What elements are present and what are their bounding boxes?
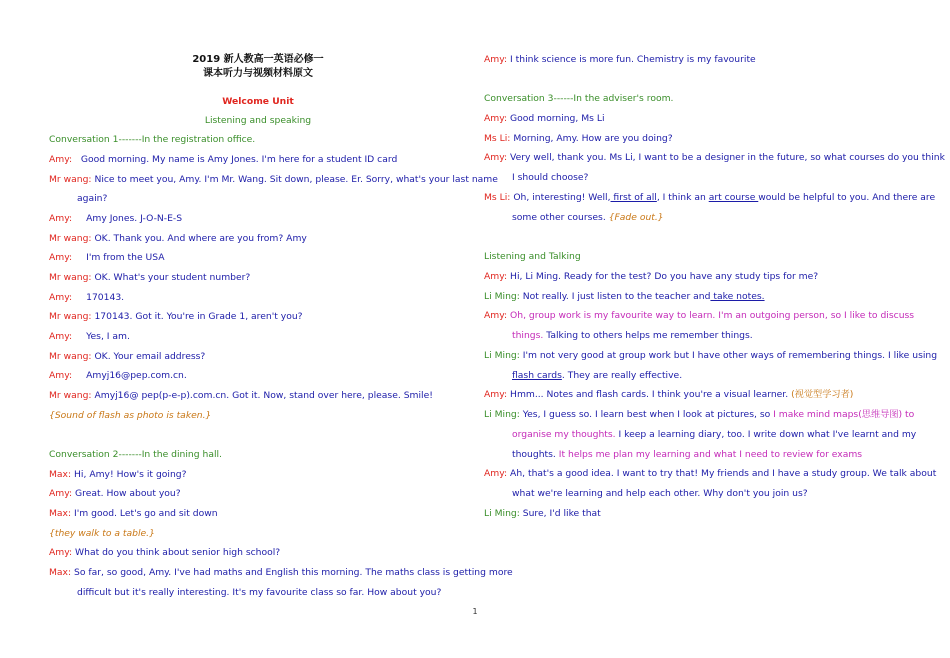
- utterance: OK. Your email address?: [94, 351, 206, 362]
- conversation-3-title: Conversation 3------In the adviser's room.: [484, 93, 674, 104]
- utterance: So far, so good, Amy. I've had maths and English this morning. The maths class is getting more: [74, 567, 513, 578]
- utterance: Yes, I guess so. I learn best when I look at pictures, so: [522, 409, 774, 420]
- utterance: Very well, thank you. Ms Li, I want to be a designer in the future, so what courses do you think: [510, 152, 945, 163]
- speaker: Amy:: [484, 54, 508, 65]
- dialogue-line: [484, 133, 673, 145]
- dialogue-line: [49, 154, 397, 166]
- dialogue-line: [49, 174, 498, 186]
- utterance: Morning, Amy. How are you doing?: [513, 133, 673, 144]
- utterance: OK. Thank you. And where are you from? Amy: [94, 233, 307, 244]
- dialogue-line: [484, 113, 605, 125]
- dialogue-line: [484, 192, 935, 204]
- dialogue-line: [49, 469, 186, 481]
- conversation-2-title: Conversation 2-------In the dining hall.: [49, 449, 222, 460]
- utterance: 170143.: [86, 292, 125, 303]
- section-heading-listening-speaking: Listening and speaking: [204, 115, 312, 126]
- dialogue-continuation: [512, 330, 753, 342]
- speaker: Amy:: [49, 292, 73, 303]
- document-title-line1: 2019 新人教高一英语必修一: [192, 54, 324, 65]
- speaker: Max:: [49, 508, 72, 519]
- page-number: 1: [472, 607, 478, 616]
- dialogue-line: [484, 389, 853, 401]
- utterance: Hi, Amy! How's it going?: [74, 469, 187, 480]
- speaker: Amy:: [484, 152, 508, 163]
- dialogue-continuation: difficult but it's really interesting. It's my favourite class so far. How about you?: [77, 587, 442, 598]
- utterance: I'm from the USA: [86, 252, 165, 263]
- dialogue-line: [484, 350, 937, 362]
- stage-direction: {Sound of flash as photo is taken.}: [49, 410, 212, 421]
- dialogue-line: [49, 390, 433, 402]
- speaker: Mr wang:: [49, 272, 92, 283]
- highlighted-utterance: Oh, group work is my favourite way to learn. I'm an outgoing person, so I like to discuss: [510, 310, 915, 321]
- speaker: Amy:: [49, 488, 73, 499]
- utterance: would be helpful to you. And there are: [758, 192, 936, 203]
- dialogue-line: [484, 271, 818, 283]
- utterance: OK. What's your student number?: [94, 272, 251, 283]
- speaker: Li Ming:: [484, 409, 520, 420]
- dialogue-line: [49, 547, 280, 559]
- dialogue-continuation: [512, 449, 862, 461]
- dialogue-line: [484, 409, 914, 421]
- utterance: Amy Jones. J-O-N-E-S: [86, 213, 183, 224]
- speaker: Max:: [49, 567, 72, 578]
- dialogue-line: [484, 291, 765, 303]
- utterance: 170143. Got it. You're in Grade 1, aren't you?: [94, 311, 303, 322]
- dialogue-line: [484, 152, 945, 164]
- utterance: , I think an: [656, 192, 709, 203]
- highlighted-utterance: I make mind maps(: [773, 409, 862, 420]
- utterance: I keep a learning diary, too. I write down what I've learnt and my: [615, 429, 917, 440]
- dialogue-line: [484, 468, 936, 480]
- dialogue-line: [49, 488, 181, 500]
- dialogue-line: [49, 311, 303, 323]
- speaker: Ms Li:: [484, 192, 511, 203]
- speaker: Li Ming:: [484, 350, 520, 361]
- speaker: Amy:: [484, 468, 508, 479]
- underlined-phrase: first of all: [610, 192, 657, 203]
- dialogue-line: [49, 292, 124, 304]
- speaker: Amy:: [49, 252, 73, 263]
- document-title-line2: 课本听力与视频材料原文: [203, 68, 313, 79]
- dialogue-line: [49, 213, 182, 225]
- speaker: Amy:: [49, 213, 73, 224]
- dialogue-line: [49, 272, 250, 284]
- dialogue-line: [49, 351, 205, 363]
- dialogue-line: [49, 567, 513, 579]
- utterance: Sure, I'd like that: [522, 508, 601, 519]
- dialogue-line: [49, 370, 187, 382]
- utterance: Hmm... Notes and flash cards. I think you're a visual learner.: [510, 389, 789, 400]
- utterance: Oh, interesting! Well,: [513, 192, 611, 203]
- speaker: Ms Li:: [484, 133, 511, 144]
- utterance: Yes, I am.: [86, 331, 130, 342]
- speaker: Max:: [49, 469, 72, 480]
- utterance: Good morning. My name is Amy Jones. I'm here for a student ID card: [80, 154, 398, 165]
- speaker: Amy:: [484, 113, 508, 124]
- highlighted-utterance: ) to: [898, 409, 915, 420]
- dialogue-line: [49, 233, 307, 245]
- utterance: Good morning, Ms Li: [510, 113, 605, 124]
- underlined-phrase: art course: [708, 192, 759, 203]
- utterance: Not really. I just listen to the teacher and: [522, 291, 711, 302]
- dialogue-continuation: what we're learning and help each other. Why don't you join us?: [512, 488, 808, 499]
- dialogue-line: [484, 310, 914, 322]
- dialogue-line: [49, 508, 218, 520]
- utterance: Great. How about you?: [75, 488, 181, 499]
- utterance: Hi, Li Ming. Ready for the test? Do you have any study tips for me?: [510, 271, 819, 282]
- stage-direction: {they walk to a table.}: [49, 528, 155, 539]
- conversation-1-title: Conversation 1-------In the registration office.: [49, 134, 256, 145]
- speaker: Mr wang:: [49, 233, 92, 244]
- speaker: Amy:: [49, 154, 73, 165]
- speaker: Mr wang:: [49, 390, 92, 401]
- speaker: Li Ming:: [484, 508, 520, 519]
- utterance: some other courses.: [512, 212, 606, 223]
- utterance: Ah, that's a good idea. I want to try that! My friends and I have a study group. We talk about: [510, 468, 937, 479]
- chinese-gloss: 思维导图: [861, 409, 899, 420]
- dialogue-line: [484, 508, 601, 520]
- speaker: Mr wang:: [49, 174, 92, 185]
- highlighted-utterance: organise my thoughts.: [512, 429, 616, 440]
- speaker: Amy:: [49, 547, 73, 558]
- speaker: Li Ming:: [484, 291, 520, 302]
- underlined-phrase: take notes.: [710, 291, 765, 302]
- dialogue-continuation: again?: [77, 193, 108, 204]
- speaker: Amy:: [484, 389, 508, 400]
- utterance: Nice to meet you, Amy. I'm Mr. Wang. Sit down, please. Er. Sorry, what's your last name: [94, 174, 498, 185]
- unit-title: Welcome Unit: [222, 96, 294, 107]
- utterance: Amyj16@ pep(p-e-p).com.cn. Got it. Now, stand over here, please. Smile!: [94, 390, 433, 401]
- dialogue-continuation: I should choose?: [512, 172, 589, 183]
- utterance: thoughts.: [512, 449, 559, 460]
- dialogue-continuation: [512, 212, 664, 224]
- highlighted-utterance: It helps me plan my learning and what I need to review for exams: [558, 449, 863, 460]
- dialogue-line: [49, 331, 130, 343]
- utterance: I think science is more fun. Chemistry is my favourite: [510, 54, 756, 65]
- utterance: Talking to others helps me remember things.: [543, 330, 753, 341]
- highlighted-utterance: things.: [512, 330, 544, 341]
- utterance: . They are really effective.: [561, 370, 683, 381]
- utterance: I'm good. Let's go and sit down: [74, 508, 218, 519]
- dialogue-continuation: [512, 370, 682, 382]
- utterance: I'm not very good at group work but I have other ways of remembering things. I like using: [522, 350, 938, 361]
- chinese-gloss: (视觉型学习者): [791, 389, 854, 400]
- speaker: Amy:: [484, 271, 508, 282]
- dialogue-continuation: [512, 429, 916, 441]
- speaker: Mr wang:: [49, 351, 92, 362]
- utterance: What do you think about senior high school?: [75, 547, 281, 558]
- speaker: Amy:: [49, 370, 73, 381]
- dialogue-line: [49, 252, 165, 264]
- section-heading-listening-talking: Listening and Talking: [484, 251, 581, 262]
- speaker: Amy:: [49, 331, 73, 342]
- speaker: Amy:: [484, 310, 508, 321]
- stage-direction: {Fade out.}: [608, 212, 664, 223]
- underlined-phrase: flash cards: [512, 370, 562, 381]
- utterance: Amyj16@pep.com.cn.: [86, 370, 187, 381]
- dialogue-line: [484, 54, 756, 66]
- speaker: Mr wang:: [49, 311, 92, 322]
